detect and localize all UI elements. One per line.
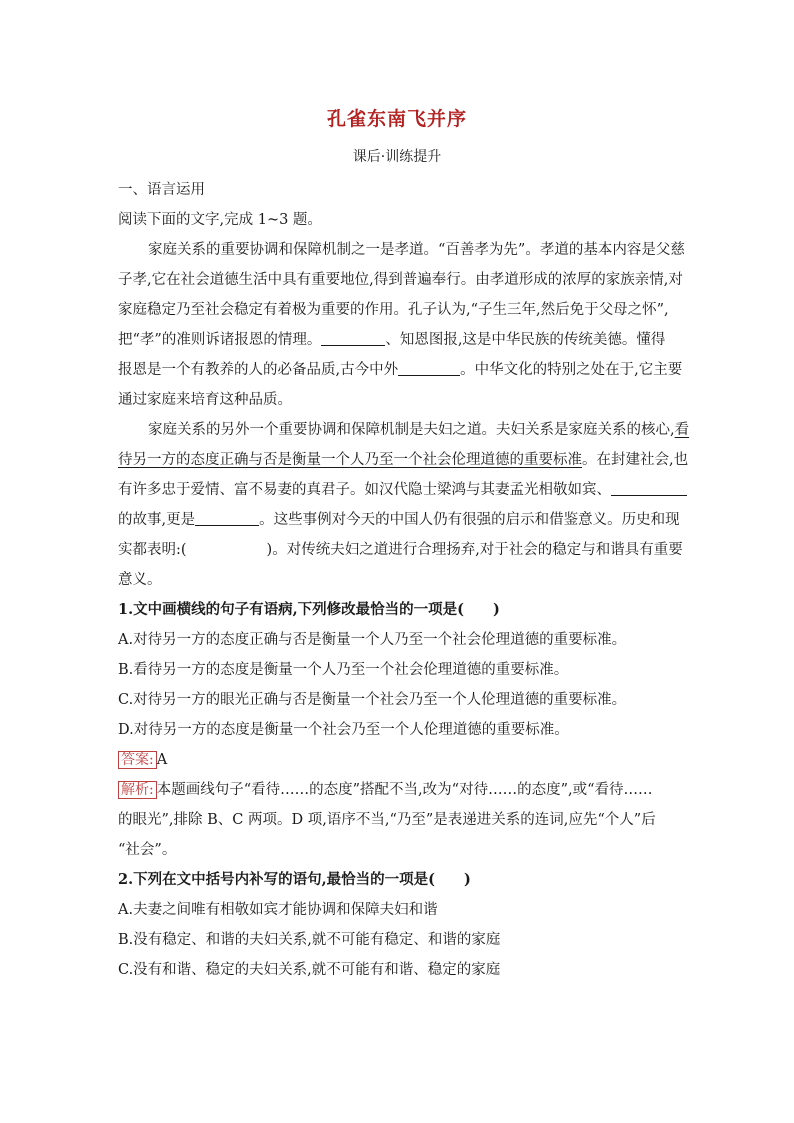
answer-line	[118, 745, 678, 775]
passage-p1-line5	[118, 355, 683, 385]
text-span: 、知恩图报,这是中华民族的传统美德。懂得	[385, 332, 666, 348]
analysis-line-1	[118, 775, 678, 805]
underlined-sentence: 看	[674, 422, 690, 438]
question-1-option-c[interactable]: C.对待另一方的眼光正确与否是衡量一个社会乃至一个人伦理道德的重要标准。	[118, 692, 627, 708]
underlined-sentence: 待另一方的态度正确与否是衡量一个人乃至一个社会伦理道德的重要标准	[118, 452, 582, 468]
text-span: 报恩是一个有教养的人的必备品质,古今中外	[118, 362, 399, 378]
question-2-option-c[interactable]: C.没有和谐、稳定的夫妇关系,就不可能有和谐、稳定的家庭	[118, 962, 501, 978]
passage-p1-line3: 家庭稳定乃至社会稳定有着极为重要的作用。孔子认为,“子生三年,然后免于父母之怀”,	[118, 302, 669, 318]
analysis-line-2: 的眼光”,排除 B、C 两项。D 项,语序不当,“乃至”是表递进关系的连词,应先“个人”后	[118, 812, 656, 828]
text-span: 实都表明:(	[118, 542, 187, 558]
passage-p2-line6: 意义。	[118, 572, 162, 588]
text-span: 家庭关系的另外一个重要协调和保障机制是夫妇之道。夫妇关系是家庭关系的核心,	[148, 422, 675, 438]
passage-p2-line4	[118, 505, 678, 535]
question-1-option-b[interactable]: B.看待另一方的态度是衡量一个人乃至一个社会伦理道德的重要标准。	[118, 662, 569, 678]
question-1-option-d[interactable]: D.对待另一方的态度是衡量一个社会乃至一个人伦理道德的重要标准。	[118, 722, 569, 738]
question-2-option-a[interactable]: A.夫妻之间唯有相敬如宾才能协调和保障夫妇和谐	[118, 902, 438, 918]
content-body	[118, 175, 690, 985]
text-span: 有许多忠于爱情、富不易妻的真君子。如汉代隐士梁鸿与其妻孟光相敬如宾、	[118, 482, 611, 498]
text-span: 把“孝”的准则诉诸报恩的情理。	[118, 332, 322, 348]
passage-p1-line4	[118, 325, 678, 355]
analysis-line-3: “社会”。	[118, 842, 177, 858]
section-heading: 一、语言运用	[118, 182, 205, 198]
passage-p1-line6: 通过家庭来培育这种品质。	[118, 392, 292, 408]
question-1-option-a[interactable]: A.对待另一方的态度正确与否是衡量一个人乃至一个社会伦理道德的重要标准。	[118, 632, 627, 648]
passage-p1-line2: 子孝,它在社会道德生活中具有重要地位,得到普遍奉行。由孝道形成的浓厚的家族亲情,对	[118, 272, 683, 288]
page-subtitle: 课后·训练提升	[352, 149, 442, 165]
text-span: 。这些事例对今天的中国人仍有很强的启示和借鉴意义。历史和现	[259, 512, 680, 528]
page-title: 孔雀东南飞并序	[326, 108, 467, 130]
question-2-option-b[interactable]: B.没有稳定、和谐的夫妇关系,就不可能有稳定、和谐的家庭	[118, 932, 501, 948]
answer-value: A	[156, 752, 168, 768]
question-1-stem: 1.文中画横线的句子有语病,下列修改最恰当的一项是( )	[118, 601, 500, 618]
answer-label: 答案:	[118, 751, 157, 769]
fill-blank-2[interactable]	[398, 357, 460, 376]
passage-p2-line2	[118, 445, 689, 475]
passage-p2-line3	[118, 475, 678, 505]
instruction: 阅读下面的文字,完成 1~3 题。	[118, 212, 322, 228]
analysis-text: 本题画线句子“看待……的态度”搭配不当,改为“对待……的态度”,或“看待……	[156, 782, 653, 798]
text-span: 。在封建社会,也	[582, 452, 689, 468]
passage-p2-line5	[118, 535, 683, 565]
passage-p2-line1	[118, 415, 690, 445]
fill-blank-3[interactable]	[611, 477, 687, 496]
text-span: 的故事,更是	[118, 512, 196, 528]
question-2-stem: 2.下列在文中括号内补写的语句,最恰当的一项是( )	[118, 871, 471, 888]
passage-p1-line1: 家庭关系的重要协调和保障机制之一是孝道。“百善孝为先”。孝道的基本内容是父慈	[148, 242, 685, 258]
text-span: 。中华文化的特别之处在于,它主要	[460, 362, 683, 378]
text-span: )。对传统夫妇之道进行合理扬弃,对于社会的稳定与和谐具有重要	[266, 542, 683, 558]
fill-blank-1[interactable]	[321, 327, 385, 346]
fill-blank-4[interactable]	[195, 507, 259, 526]
analysis-label: 解析:	[118, 781, 157, 799]
